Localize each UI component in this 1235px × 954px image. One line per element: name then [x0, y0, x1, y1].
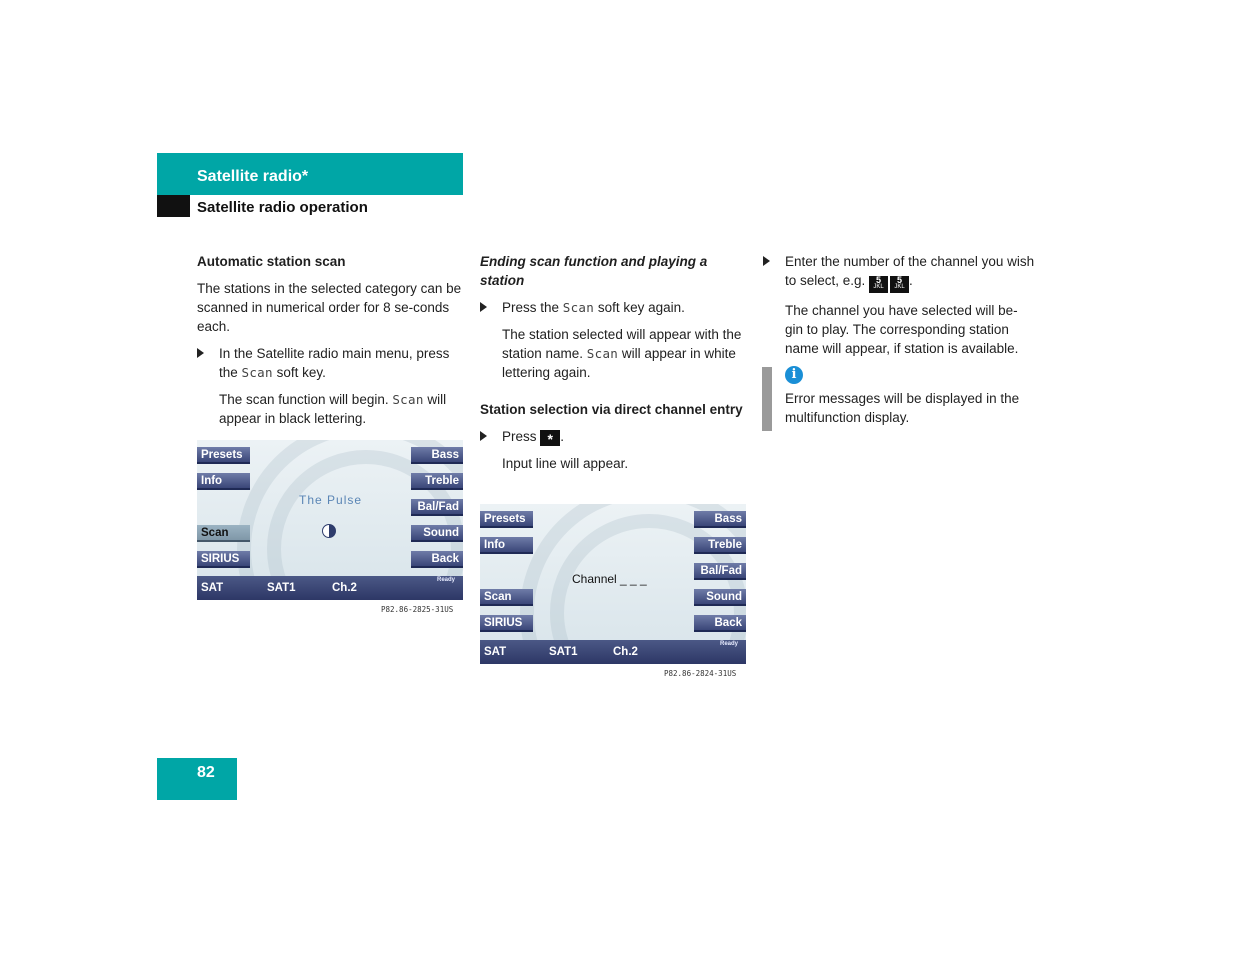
step-enter-channel: Enter the number of the channel you wish to select, e.g. 5 JKL 5 JKL .: [763, 252, 1035, 293]
softkey-sirius[interactable]: SIRIUS: [480, 615, 533, 632]
header-marker: [157, 195, 190, 217]
softkey-bass[interactable]: Bass: [411, 447, 463, 464]
result-channel-plays: The channel you have selected will be-gin to play. The corresponding station name will appear, if station is available.: [785, 303, 1019, 356]
softkey-presets[interactable]: Presets: [197, 447, 250, 464]
softkey-info[interactable]: Info: [197, 473, 250, 490]
status-channel: Ch.2: [332, 582, 357, 594]
channel-input-line: Channel _ _ _: [572, 572, 647, 586]
heading-automatic-scan: Automatic station scan: [197, 254, 346, 269]
softkey-sirius[interactable]: SIRIUS: [197, 551, 250, 568]
bullet-icon: [763, 256, 770, 266]
heading-direct-entry: Station selection via direct channel entry: [480, 402, 743, 417]
intro-text: The stations in the selected category can be scanned in numerical order for 8 se-conds each.: [197, 281, 462, 334]
station-name: The Pulse: [299, 493, 363, 507]
heading-ending-scan: Ending scan function and playing a station: [480, 254, 708, 288]
star-key-icon: *: [540, 430, 560, 446]
softkey-scan[interactable]: Scan: [197, 525, 250, 542]
result-station-appears: The station selected will appear with the station name. Scan will appear in white lettering again.: [502, 327, 742, 380]
status-bar: [480, 640, 746, 664]
bullet-icon: [197, 348, 204, 358]
scan-indicator-icon: [322, 524, 336, 538]
figure-id-2: P82.86-2824-31US: [664, 669, 737, 678]
figure-id-1: P82.86-2825-31US: [381, 605, 454, 614]
softkey-scan[interactable]: Scan: [480, 589, 533, 606]
softkey-treble[interactable]: Treble: [411, 473, 463, 490]
page-number-box: [157, 758, 237, 800]
display-screen-channel-entry: [480, 504, 746, 664]
status-preset: SAT1: [549, 646, 578, 658]
result-scan-begins: The scan function will begin. Scan will appear in black lettering.: [219, 392, 447, 426]
softkey-balfad[interactable]: Bal/Fad: [694, 563, 746, 580]
step-press-scan-again: Press the Scan soft key again.: [480, 298, 745, 317]
bullet-icon: [480, 302, 487, 312]
softkey-bass[interactable]: Bass: [694, 511, 746, 528]
section-subtitle: Satellite radio operation: [197, 199, 368, 216]
result-input-line: Input line will appear.: [502, 456, 629, 471]
info-box-bar: [762, 367, 772, 431]
column-1: [197, 252, 462, 428]
section-title: Satellite radio*: [197, 168, 309, 185]
softkey-treble[interactable]: Treble: [694, 537, 746, 554]
status-band: SAT: [484, 646, 507, 658]
digit-5-key-icon: 5 JKL: [890, 276, 909, 293]
softkey-back[interactable]: Back: [694, 615, 746, 632]
status-band: SAT: [201, 582, 224, 594]
softkey-back[interactable]: Back: [411, 551, 463, 568]
signal-strength-icon: [717, 651, 740, 659]
column-3: [763, 252, 1035, 358]
step-press-star: Press * .: [480, 427, 745, 446]
softkey-info[interactable]: Info: [480, 537, 533, 554]
display-screen-scan: [197, 440, 463, 600]
status-preset: SAT1: [267, 582, 296, 594]
signal-strength-icon: [434, 587, 457, 595]
column-2: [480, 252, 745, 473]
bullet-icon: [480, 431, 487, 441]
status-channel: Ch.2: [613, 646, 638, 658]
softkey-sound[interactable]: Sound: [411, 525, 463, 542]
status-bar: [197, 576, 463, 600]
status-ready: Ready: [436, 577, 455, 583]
softkey-sound[interactable]: Sound: [694, 589, 746, 606]
info-icon: i: [785, 366, 803, 384]
softkey-presets[interactable]: Presets: [480, 511, 533, 528]
page-number: 82: [197, 764, 215, 781]
softkey-balfad[interactable]: Bal/Fad: [411, 499, 463, 516]
status-ready: Ready: [719, 641, 738, 647]
step-press-scan: In the Satellite radio main menu, press the Scan soft key.: [197, 344, 462, 382]
info-text: Error messages will be displayed in the multifunction display.: [785, 391, 1020, 425]
digit-5-key-icon: 5 JKL: [869, 276, 888, 293]
